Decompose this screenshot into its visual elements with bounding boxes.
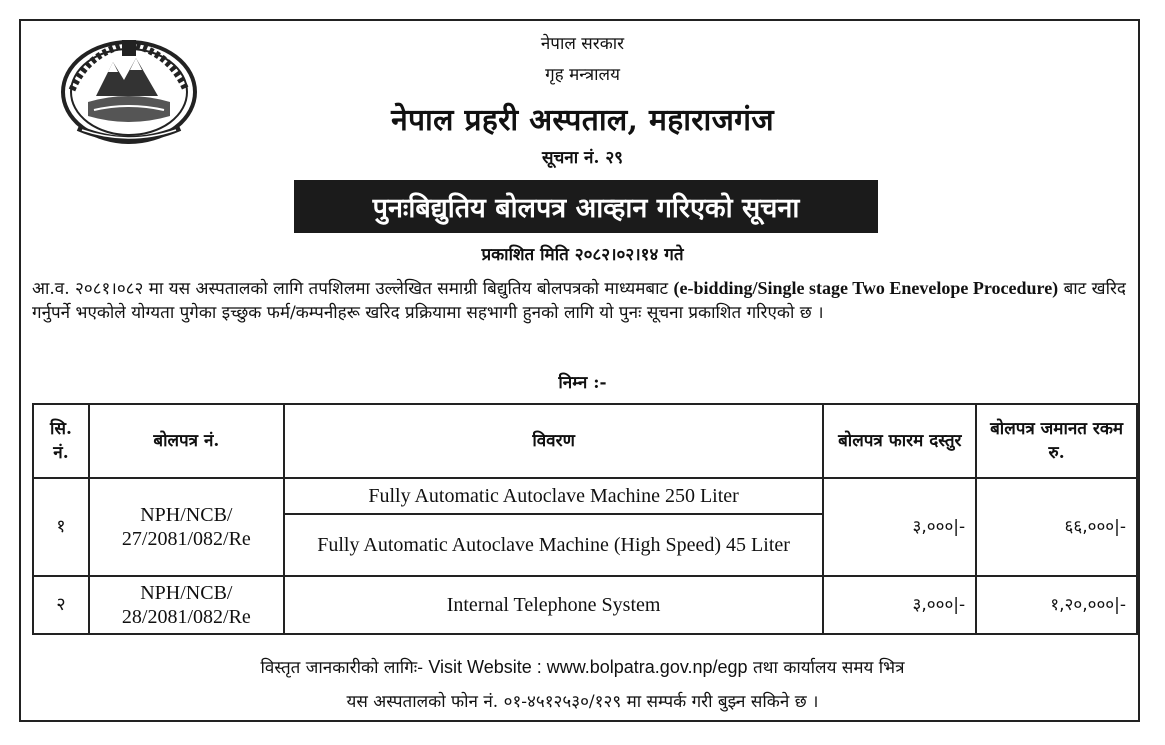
government-name: नेपाल सरकार (540, 34, 625, 54)
bid-table (32, 403, 1138, 635)
row-bid-no: NPH/NCB/ 27/2081/082/Re (89, 478, 284, 576)
row-item: Fully Automatic Autoclave Machine 250 Liter (284, 478, 824, 514)
row-sn: १ (33, 478, 89, 576)
col-header-sn: सि. नं. (33, 404, 89, 478)
col-header-bid-security: बोलपत्र जमानत रकम रु. (976, 404, 1137, 478)
intro-paragraph (32, 276, 1136, 325)
footer-prefix: विस्तृत जानकारीको लागिः- (260, 658, 429, 678)
row-form-fee: ३,०००|- (823, 478, 976, 576)
intro-procedure: (e-bidding/Single stage Two Enevelope Procedure) (673, 278, 1059, 298)
col-header-description: विवरण (284, 404, 824, 478)
notice-banner: पुनःबिद्युतिय बोलपत्र आव्हान गरिएको सूचना (294, 180, 878, 233)
website-link[interactable]: Visit Website : www.bolpatra.gov.np/egp (428, 657, 748, 677)
ministry-name: गृह मन्त्रालय (545, 65, 620, 85)
col-header-bid-no: बोलपत्र नं. (89, 404, 284, 478)
notice-number: सूचना नं. २९ (542, 148, 623, 168)
intro-part1: आ.व. २०८१।०८२ मा यस अस्पतालको लागि तपशिलमा उल्लेखित समाग्री बिद्युतिय बोलपत्रको माध्यमबाट (32, 279, 674, 299)
below-label: निम्न :- (558, 373, 607, 393)
footer-suffix: तथा कार्यालय समय भित्र (747, 658, 905, 678)
row-bid-no: NPH/NCB/ 28/2081/082/Re (89, 576, 284, 634)
col-header-form-fee: बोलपत्र फारम दस्तुर (823, 404, 976, 478)
table-row (33, 478, 1137, 514)
table-row (33, 576, 1137, 634)
row-form-fee: ३,०००|- (823, 576, 976, 634)
footer-line-2: यस अस्पतालको फोन नं. ०१-४५१२५३०/१२९ मा सम्पर्क गरी बुझ्न सकिने छ । (346, 692, 819, 712)
row-sn: २ (33, 576, 89, 634)
table-header-row (33, 404, 1137, 478)
row-bid-security: १,२०,०००|- (976, 576, 1137, 634)
hospital-name: नेपाल प्रहरी अस्पताल, महाराजगंज (391, 103, 774, 138)
footer-line-1 (0, 655, 1165, 678)
row-item: Fully Automatic Autoclave Machine (High Speed) 45 Liter (284, 514, 824, 576)
intro-part3: बाट खरिद गर्नुपर्ने भएकोले योग्यता पुगेका इच्छुक फर्म/कम्पनीहरू खरिद प्रक्रियामा सहभागी हुनको लागि यो पुनः सूचना प्रकाशित गरिएको छ । (32, 279, 1126, 323)
published-date: प्रकाशित मिति २०८२।०२।१४ गते (481, 245, 684, 265)
row-bid-security: ६६,०००|- (976, 478, 1137, 576)
row-item: Internal Telephone System (284, 576, 824, 634)
